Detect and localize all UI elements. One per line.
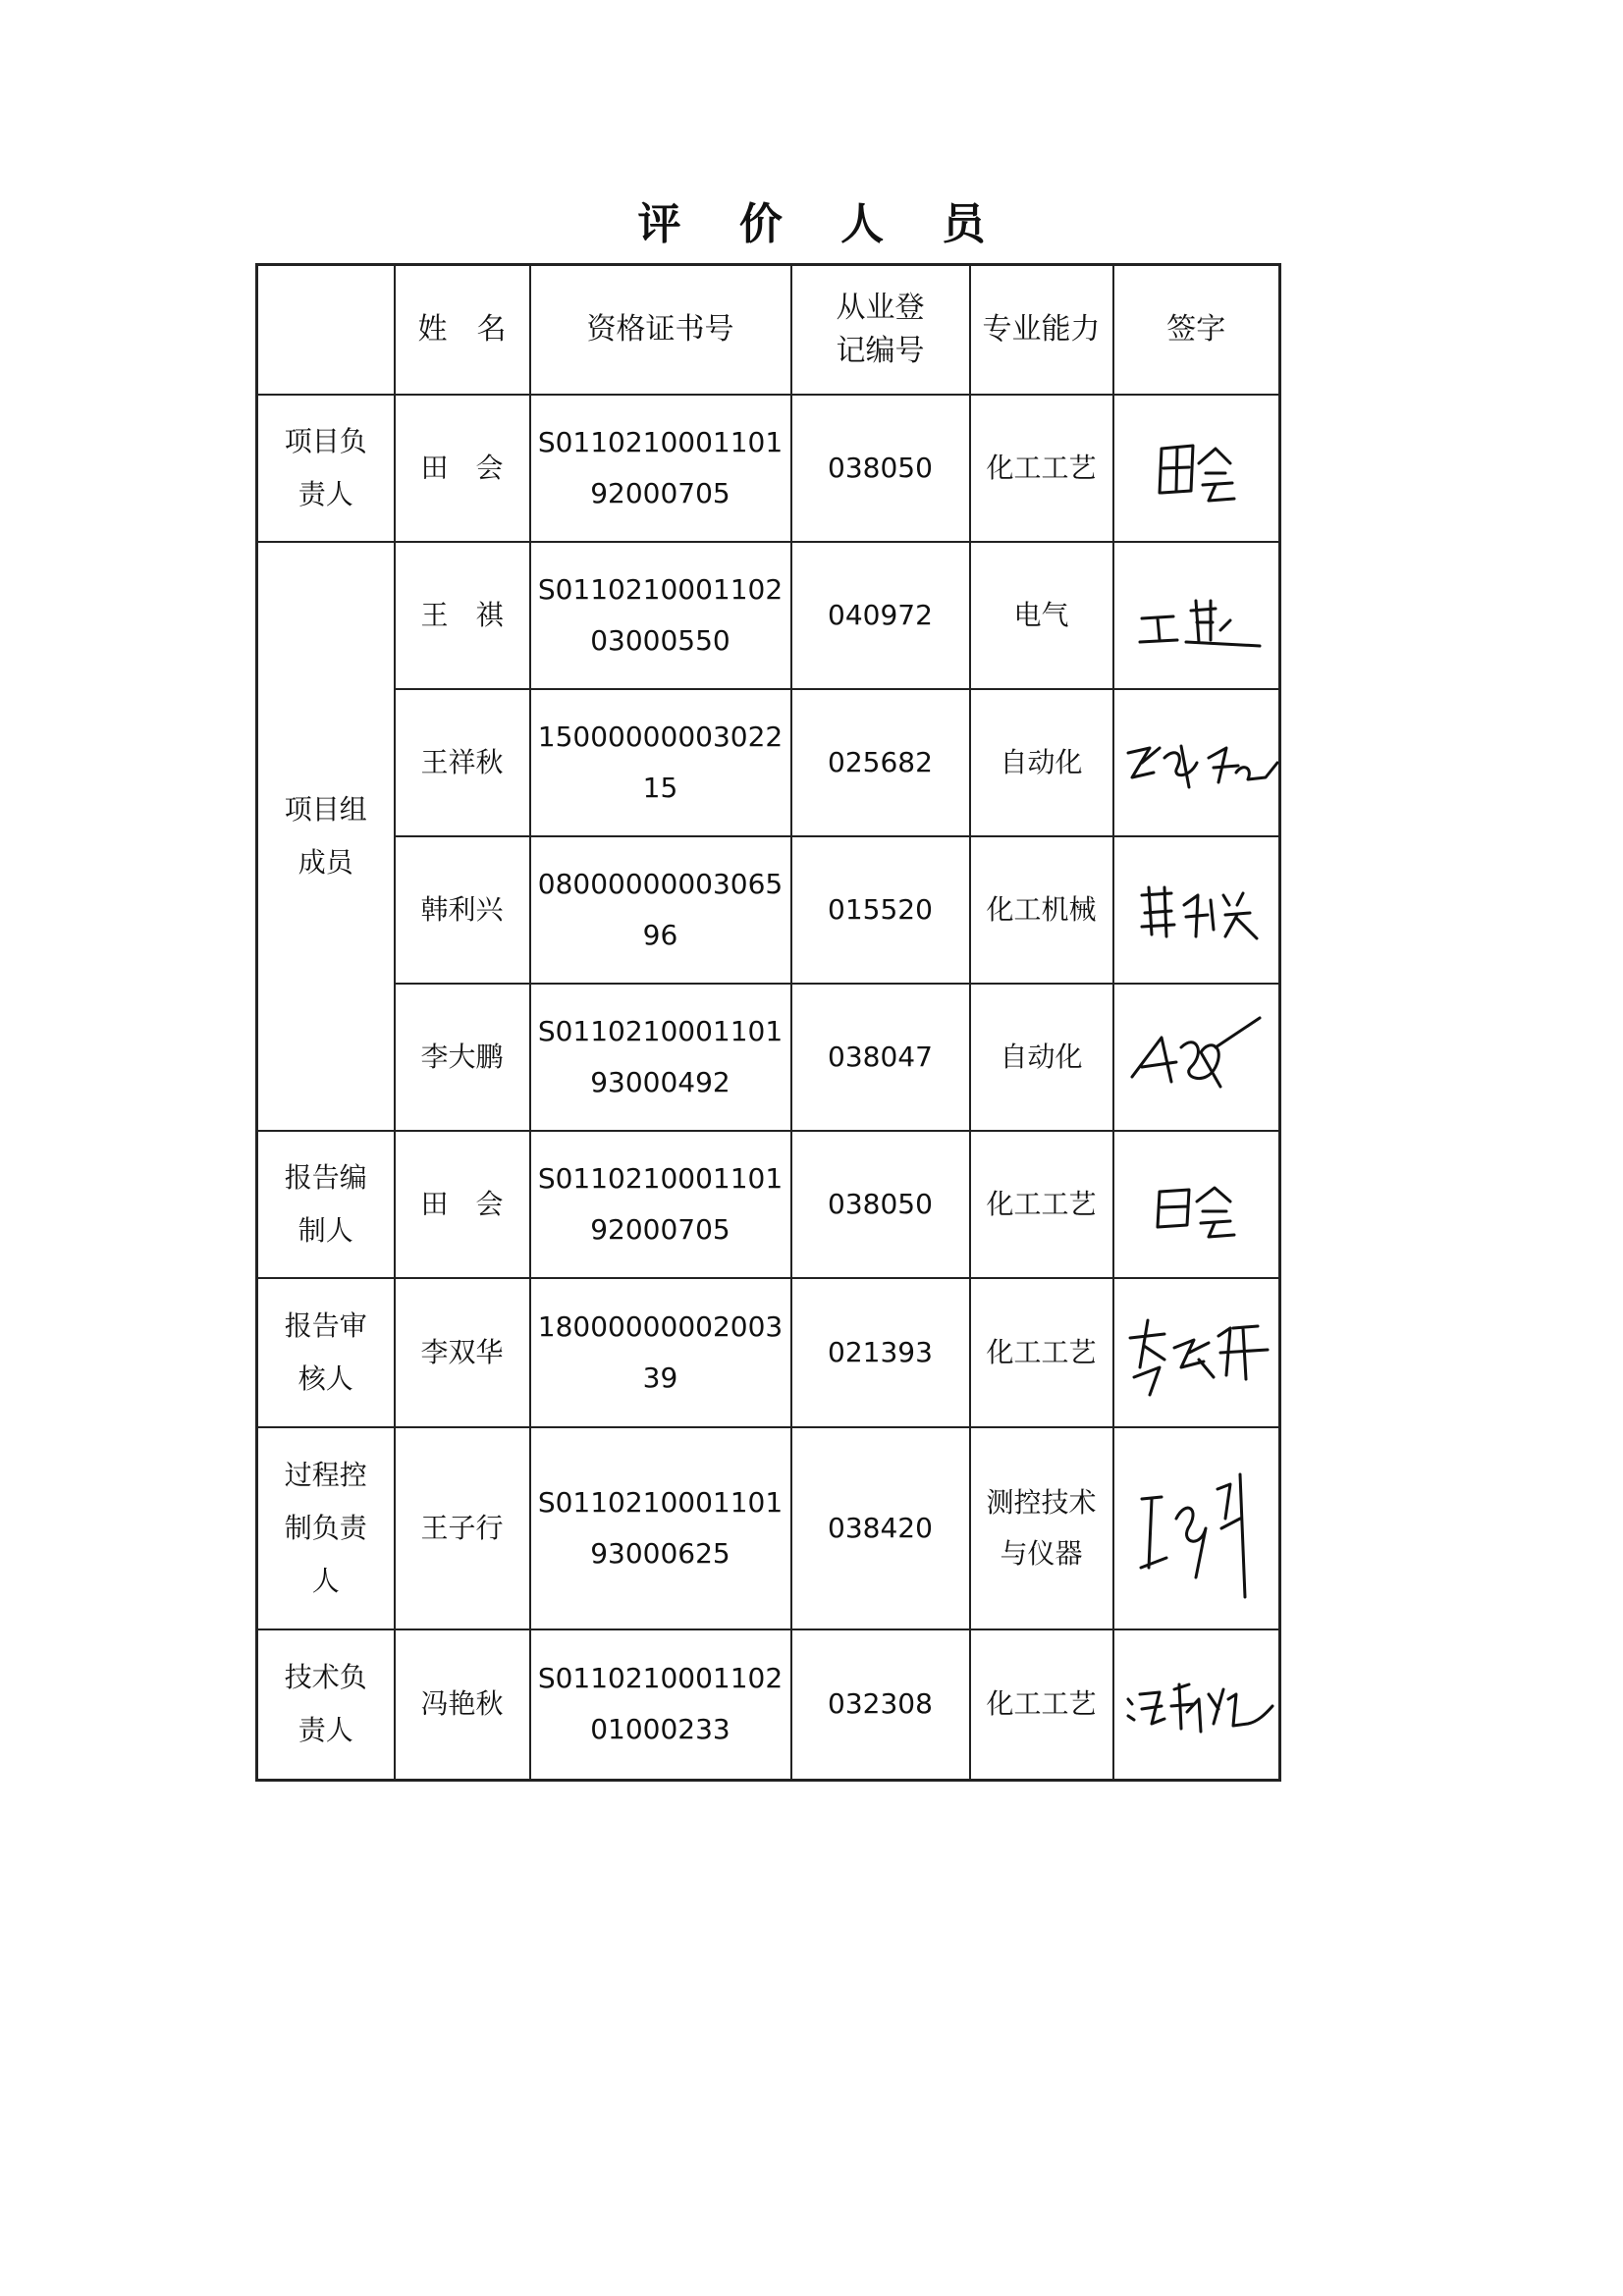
reg-cell: 038420 (791, 1427, 970, 1629)
signature-image (1120, 1655, 1277, 1753)
role-cell: 报告编制人 (257, 1131, 395, 1278)
page-title: 评 价 人 员 (637, 199, 1007, 249)
name-cell: 韩利兴 (395, 836, 530, 984)
signature-cell (1113, 395, 1280, 542)
major-cell: 自动化 (970, 689, 1113, 836)
header-reg: 从业登记编号 (791, 265, 970, 395)
table-row (257, 1278, 1280, 1427)
signature-image (1132, 424, 1260, 512)
signature-image (1122, 571, 1270, 660)
major-cell: 化工工艺 (970, 1278, 1113, 1427)
reg-cell: 015520 (791, 836, 970, 984)
signature-image (1132, 1160, 1260, 1249)
major-cell: 化工工艺 (970, 395, 1113, 542)
role-cell: 项目负责人 (257, 395, 395, 542)
major-cell: 测控技术与仪器 (970, 1427, 1113, 1629)
role-cell: 项目组成员 (257, 542, 395, 1131)
role-cell: 报告审核人 (257, 1278, 395, 1427)
major-cell: 自动化 (970, 984, 1113, 1131)
table-row (257, 395, 1280, 542)
major-cell: 化工工艺 (970, 1131, 1113, 1278)
cert-cell: S011021000110201000233 (530, 1629, 791, 1781)
signature-image (1120, 719, 1282, 807)
signature-cell (1113, 1427, 1280, 1629)
cert-cell: 1500000000302215 (530, 689, 791, 836)
signature-cell (1113, 689, 1280, 836)
header-name: 姓 名 (395, 265, 530, 395)
name-cell: 田 会 (395, 395, 530, 542)
name-cell: 田 会 (395, 1131, 530, 1278)
reg-cell: 038047 (791, 984, 970, 1131)
cert-cell: 1800000000200339 (530, 1278, 791, 1427)
signature-cell (1113, 836, 1280, 984)
name-cell: 王祥秋 (395, 689, 530, 836)
signature-cell (1113, 1278, 1280, 1427)
cert-cell: S011021000110192000705 (530, 395, 791, 542)
signature-image (1127, 1450, 1265, 1607)
header-cert: 资格证书号 (530, 265, 791, 395)
table-row (257, 689, 1280, 836)
signature-image (1120, 1299, 1277, 1407)
cert-cell: S011021000110203000550 (530, 542, 791, 689)
signature-cell (1113, 1629, 1280, 1781)
signature-cell (1113, 542, 1280, 689)
cert-cell: S011021000110193000625 (530, 1427, 791, 1629)
name-cell: 王 祺 (395, 542, 530, 689)
staff-table (255, 263, 1281, 1782)
cert-cell: S011021000110192000705 (530, 1131, 791, 1278)
role-cell: 技术负责人 (257, 1629, 395, 1781)
major-cell: 化工工艺 (970, 1629, 1113, 1781)
name-cell: 李大鹏 (395, 984, 530, 1131)
signature-cell (1113, 984, 1280, 1131)
table-row (257, 984, 1280, 1131)
table-row (257, 542, 1280, 689)
reg-cell: 040972 (791, 542, 970, 689)
signature-cell (1113, 1131, 1280, 1278)
reg-cell: 038050 (791, 395, 970, 542)
reg-cell: 032308 (791, 1629, 970, 1781)
reg-cell: 038050 (791, 1131, 970, 1278)
table-row (257, 1629, 1280, 1781)
major-cell: 电气 (970, 542, 1113, 689)
cert-cell: 0800000000306596 (530, 836, 791, 984)
major-cell: 化工机械 (970, 836, 1113, 984)
header-role (257, 265, 395, 395)
name-cell: 冯艳秋 (395, 1629, 530, 1781)
table-row (257, 1427, 1280, 1629)
table-row (257, 1131, 1280, 1278)
header-major: 专业能力 (970, 265, 1113, 395)
signature-image (1127, 866, 1265, 954)
cert-cell: S011021000110193000492 (530, 984, 791, 1131)
name-cell: 李双华 (395, 1278, 530, 1427)
table-row (257, 836, 1280, 984)
header-signature: 签字 (1113, 265, 1280, 395)
role-cell: 过程控制负责人 (257, 1427, 395, 1629)
name-cell: 王子行 (395, 1427, 530, 1629)
table-header-row (257, 265, 1280, 395)
signature-image (1122, 1008, 1270, 1106)
reg-cell: 025682 (791, 689, 970, 836)
reg-cell: 021393 (791, 1278, 970, 1427)
